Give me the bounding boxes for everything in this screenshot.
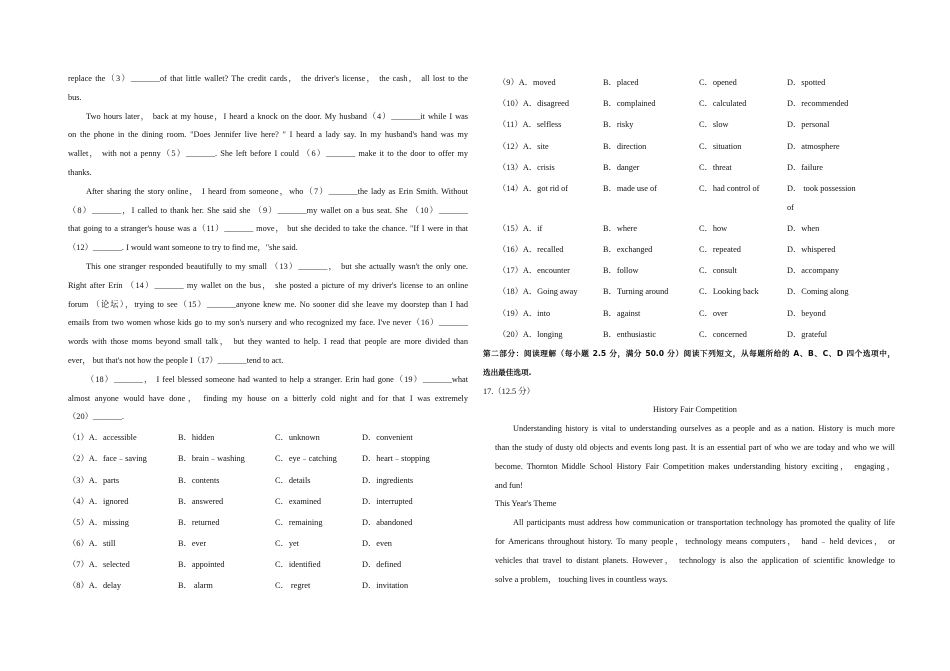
- option-d: D．ingredients: [362, 475, 414, 485]
- option-d: D．defined: [362, 560, 402, 570]
- option-d: D．heart﹣stopping: [362, 454, 430, 464]
- option-c: C．opened: [699, 78, 737, 87]
- option-d: D．Coming along: [787, 287, 849, 297]
- option-c: C．yet: [275, 539, 299, 549]
- option-b: B．follow: [603, 266, 639, 276]
- question-number: 17.（12.5 分）: [483, 386, 535, 396]
- option-c: C．had control of: [699, 183, 760, 193]
- option-b: B．returned: [178, 517, 220, 527]
- option-c: C．situation: [699, 141, 742, 151]
- option-a: （17）A．encounter: [498, 266, 570, 276]
- option-d: D．spotted: [787, 78, 826, 87]
- option-c: C．Looking back: [699, 287, 759, 297]
- option-b: B．risky: [603, 120, 634, 130]
- option-b: B．where: [603, 223, 638, 233]
- question-options-9: [495, 72, 895, 93]
- option-d: D．interrupted: [362, 496, 413, 506]
- option-c: C．slow: [699, 120, 729, 130]
- option-c: C．repeated: [699, 245, 741, 255]
- question-options-12: [495, 136, 895, 157]
- option-a: （1）A．accessible: [68, 433, 137, 443]
- article-line: vehicles that travel to distant planets. However， technology is also the application of scientific knowledge to: [495, 555, 895, 565]
- option-a: （9）A．moved: [498, 78, 556, 87]
- passage-line: almost anyone would have done， finding my house on a bitterly cold night and for that I was extremely: [68, 393, 468, 403]
- left-column: [68, 70, 468, 597]
- option-b: B．answered: [178, 496, 224, 506]
- passage-line: bus.: [68, 92, 82, 102]
- option-d: D．even: [362, 539, 392, 549]
- option-b: B．appointed: [178, 560, 225, 570]
- option-a: （20）A．longing: [498, 329, 563, 339]
- question-options-2: [68, 448, 468, 469]
- option-d: D．invitation: [362, 581, 409, 591]
- option-b: B．danger: [603, 162, 640, 172]
- option-a: （3）A．parts: [68, 475, 120, 485]
- article-title: History Fair Competition: [653, 405, 737, 415]
- article-line: Understanding history is vital to understanding ourselves as a people and as a nation. History is much more: [513, 424, 895, 434]
- question-options-1: [68, 427, 468, 448]
- option-a: （5）A．missing: [68, 517, 129, 527]
- question-options-4: [68, 491, 468, 512]
- passage-line: that going to a stranger's house was a（11）_______ move， but she decided to take the chance. "If I were in that: [68, 224, 468, 234]
- question-options-18: [495, 281, 895, 302]
- option-a: （6）A．still: [68, 539, 116, 549]
- question-options-15: [495, 218, 895, 239]
- option-c: C．remaining: [275, 517, 323, 527]
- passage-line: （18）_______， I feel blessed someone had wanted to help a stranger. Erin had gone（19）_______what: [86, 374, 468, 384]
- option-c: C．unknown: [275, 433, 320, 443]
- option-a: （8）A．delay: [68, 581, 121, 591]
- option-a: （15）A．if: [498, 223, 543, 233]
- option-b: B．Turning around: [603, 287, 669, 297]
- passage-line: on the phone in the dining room. "Does Jennifer live here? " I heard a lady say. In my husband's hand was my: [68, 130, 468, 140]
- passage-line: words with those moms beyond small talk， but they wanted to help. I read that people are more divided than: [68, 337, 468, 347]
- article-line: than the study of dusty old objects and events long past. It is an essential part of who we are today and who we will: [495, 443, 895, 453]
- article-line: become. Thornton Middle School History Fair Competition makes understanding history exciting， engaging，: [495, 461, 895, 471]
- option-b: B．made use of: [603, 183, 657, 193]
- option-b: B．exchanged: [603, 245, 653, 255]
- passage-line: thanks.: [68, 167, 92, 177]
- question-options-10: [495, 93, 895, 114]
- question-options-20: [495, 324, 895, 345]
- question-options-19: [495, 303, 895, 324]
- question-options-11: [495, 114, 895, 135]
- option-a: （19）A．into: [498, 308, 551, 318]
- option-d: D．recommended: [787, 99, 849, 109]
- option-c: C． regret: [275, 581, 311, 591]
- article-line: and fun!: [495, 480, 523, 490]
- question-options-3: [68, 470, 468, 491]
- passage-line: emails from two women whose kids go to my son's nursery and who recognized my face. I've never（16）_______: [68, 318, 468, 328]
- option-d: D．personal: [787, 120, 830, 130]
- passage-line: Right after Erin （14）_______ my wallet on the bus， she posted a picture of my driver's license to an online: [68, 280, 468, 290]
- option-a: （12）A．site: [498, 141, 549, 151]
- option-c: C．threat: [699, 162, 732, 172]
- passage-line: This one stranger responded beautifully to my small （13）_______， but she actually wasn't the only one.: [86, 261, 468, 271]
- option-b: B．direction: [603, 141, 647, 151]
- option-d: D． took possession: [787, 183, 856, 193]
- option-a: （4）A．ignored: [68, 496, 129, 506]
- article-line: All participants must address how communication or transportation technology has promoted the quality of life: [513, 518, 895, 528]
- passage-line: forum （论坛），trying to see（15）_______anyone knew me. No sooner did she leave my doorstep than I had: [68, 299, 468, 309]
- option-d: D．convenient: [362, 433, 413, 443]
- section-heading: 第二部分：阅读理解（每小题 2.5 分，满分 50.0 分）阅读下列短文，从每题所给的 A、B、C、D 四个选项中， 选出最佳选项.: [483, 349, 895, 377]
- question-options-14: [495, 178, 895, 199]
- option-d: D．when: [787, 223, 820, 233]
- question-options-5: [68, 512, 468, 533]
- option-b: B．ever: [178, 539, 207, 549]
- passage-line: wallet， with not a penny（5）_______. She left before I could （6）_______ make it to the door to offer my: [68, 149, 468, 159]
- option-c: C．details: [275, 475, 311, 485]
- article-line: solve a problem， touching lives in countless ways.: [495, 574, 668, 584]
- question-options-6: [68, 533, 468, 554]
- option-b: B．brain﹣washing: [178, 454, 245, 464]
- option-a: （18）A．Going away: [498, 287, 578, 297]
- option-a: （10）A．disagreed: [498, 99, 569, 109]
- option-c: C．eye﹣catching: [275, 454, 337, 464]
- right-column: [483, 72, 895, 589]
- option-d-wrap: of: [787, 203, 794, 213]
- option-d: D．atmosphere: [787, 141, 840, 151]
- option-c: C．over: [699, 308, 728, 318]
- option-b: B．placed: [603, 78, 639, 87]
- option-c: C．identified: [275, 560, 321, 570]
- option-a: （14）A．got rid of: [498, 183, 569, 193]
- option-d: D．accompany: [787, 266, 840, 276]
- passage-line: Two hours later， back at my house，I heard a knock on the door. My husband（4）_______it while I was: [86, 111, 468, 121]
- option-a: （7）A．selected: [68, 560, 130, 570]
- option-b: B． alarm: [178, 581, 213, 591]
- passage-line: ever， but that's not how the people I（17）_______tend to act.: [68, 355, 284, 365]
- question-options-16: [495, 239, 895, 260]
- passage-line: After sharing the story online， I heard from someone，who（7）_______the lady as Erin Smith. Without: [86, 186, 468, 196]
- passage-line: （12）_______. I would want someone to try to find me，"she said.: [68, 243, 298, 253]
- option-d: D．grateful: [787, 329, 828, 339]
- question-options-7: [68, 554, 468, 575]
- option-d: D．abandoned: [362, 517, 413, 527]
- question-options-13: [495, 157, 895, 178]
- option-a: （16）A．recalled: [498, 245, 564, 255]
- option-a: （11）A．selfless: [498, 120, 562, 130]
- passage-line: （8）_______，I called to thank her. She said she （9）_______my wallet on a bus seat. She （10）_______: [68, 205, 468, 215]
- option-c: C．calculated: [699, 99, 747, 109]
- option-b: B．enthusiastic: [603, 329, 657, 339]
- option-d: D．whispered: [787, 245, 836, 255]
- option-d: D．beyond: [787, 308, 826, 318]
- question-options-17: [495, 260, 895, 281]
- question-options-8: [68, 575, 468, 596]
- article-subheading: This Year's Theme: [495, 499, 557, 509]
- option-c: C．consult: [699, 266, 737, 276]
- passage-line: （20）_______.: [68, 412, 125, 422]
- option-b: B．contents: [178, 475, 220, 485]
- option-b: B．against: [603, 308, 641, 318]
- option-c: C．how: [699, 223, 728, 233]
- option-a: （13）A．crisis: [498, 162, 555, 172]
- option-a: （2）A．face﹣saving: [68, 454, 147, 464]
- option-b: B．complained: [603, 99, 656, 109]
- passage-line: replace the（3）_______of that little wallet? The credit cards， the driver's license， the cash， all lost to the: [68, 74, 468, 83]
- option-d: D．failure: [787, 162, 823, 172]
- option-c: C．examined: [275, 496, 322, 506]
- article-line: for Americans throughout history. To many people，technology means computers， hand﹣held devices， or: [495, 537, 895, 547]
- option-c: C．concerned: [699, 329, 747, 339]
- option-b: B．hidden: [178, 433, 215, 443]
